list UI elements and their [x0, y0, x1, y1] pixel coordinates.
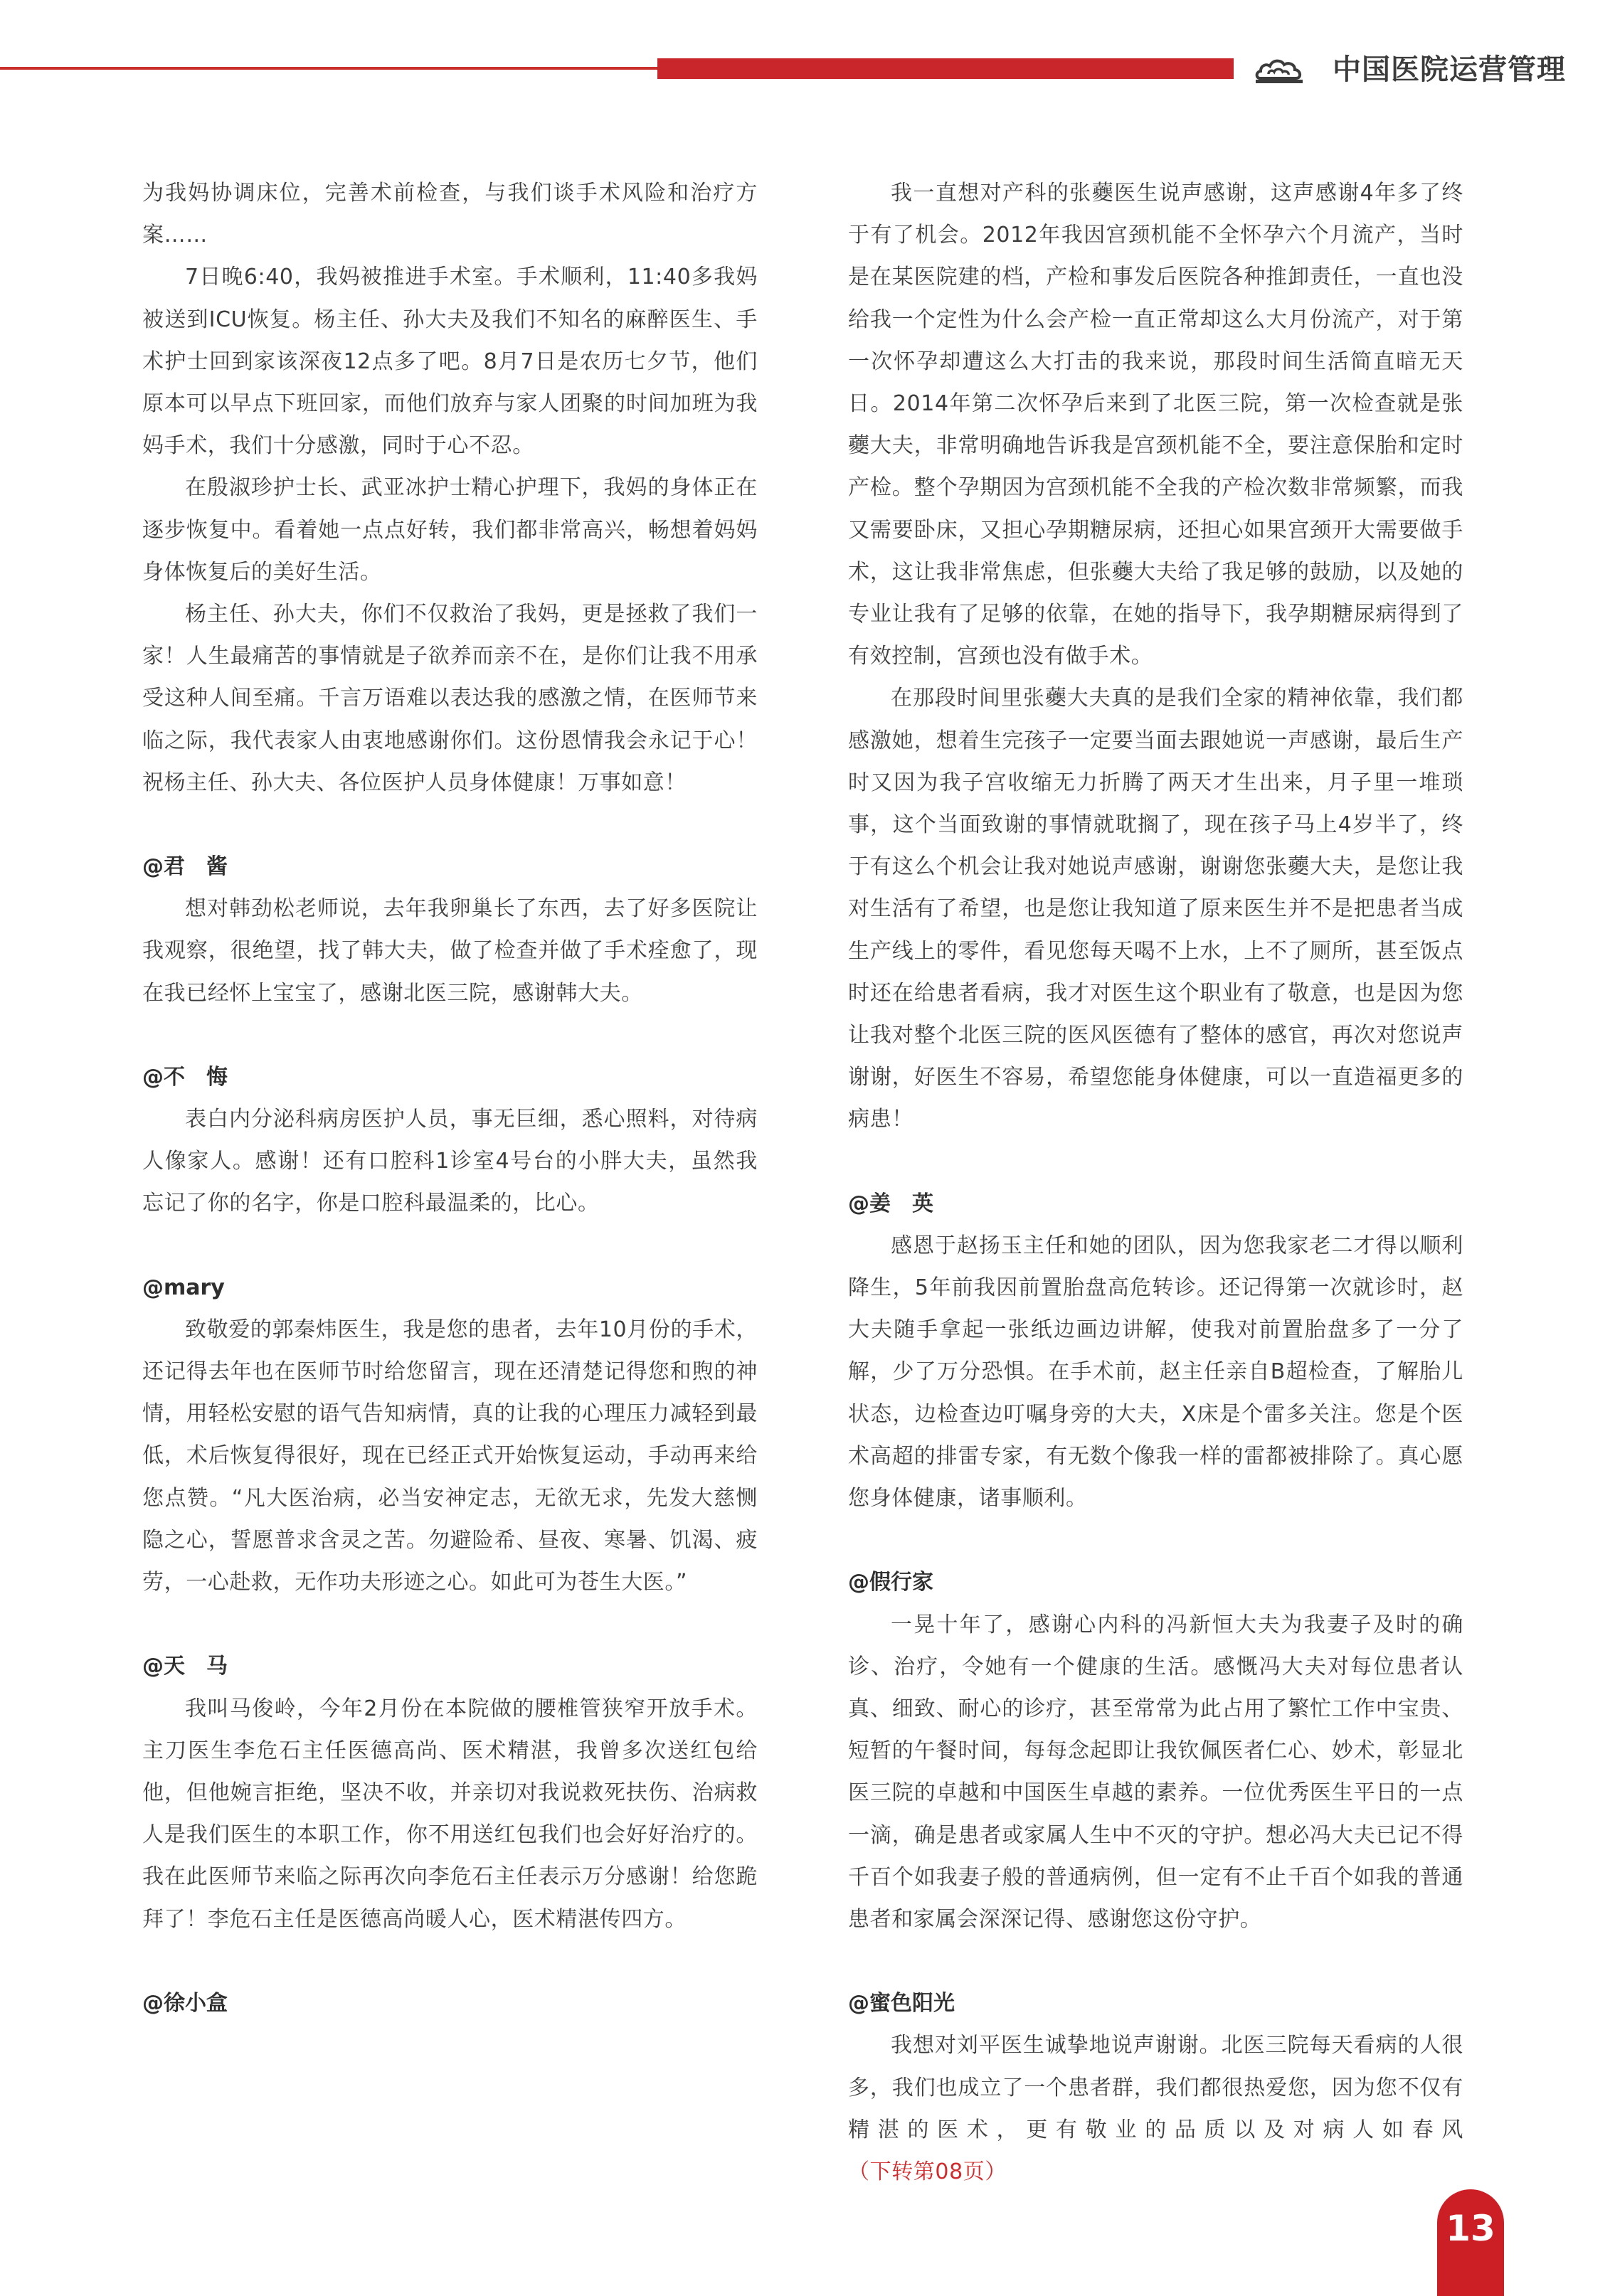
- paragraph: 为我妈协调床位，完善术前检查，与我们谈手术风险和治疗方案……: [142, 181, 758, 248]
- message-text: 感恩于赵扬玉主任和她的团队，因为您我家老二才得以顺利降生，5年前我因前置胎盘高危转诊。还记得第一次就诊时，赵大夫随手拿起一张纸边画边讲解，使我对前置胎盘多了一分了解，少了万分恐惧。在手术前，赵主任亲自B超检查，了解胎儿状态，边检查边叮嘱身旁的大夫，X床是个雷多关注。您是个医术高超的排雷专家，有无数个像我一样的雷都被排除了。真心愿您身体健康，诸事顺利。: [848, 1233, 1463, 1511]
- paragraph: 在殷淑珍护士长、武亚冰护士精心护理下，我妈的身体正在逐步恢复中。看着她一点点好转，我们都非常高兴，畅想着妈妈身体恢复后的美好生活。: [142, 475, 758, 585]
- left-column: [142, 172, 758, 2024]
- paragraph: 7日晚6:40，我妈被推进手术室。手术顺利，11:40多我妈被送到ICU恢复。杨主任、孙大夫及我们不知名的麻醉医生、手术护士回到家该深夜12点多了吧。8月7日是农历七夕节，他们原本可以早点下班回家，而他们放弃与家人团聚的时间加班为我妈手术，我们十分感激，同时于心不忍。: [142, 265, 758, 459]
- author-handle: @不 悔: [142, 1064, 228, 1090]
- message-text: [848, 2024, 1463, 2193]
- author-handle: @假行家: [848, 1570, 933, 1595]
- author-handle: @君 酱: [142, 854, 228, 880]
- author-handle: @蜜色阳光: [848, 1991, 955, 2016]
- paragraph: 在那段时间里张虁大夫真的是我们全家的精神依靠，我们都感激她，想着生完孩子一定要当面去跟她说一声感谢，最后生产时又因为我子宫收缩无力折腾了两天才生出来，月子里一堆琐事，这个当面致谢的事情就耽搁了，现在孩子马上4岁半了，终于有这么个机会让我对她说声感谢，谢谢您张虁大夫，是您让我对生活有了希望，也是您让我知道了原来医生并不是把患者当成生产线上的零件，看见您每天喝不上水，上不了厕所，甚至饭点时还在给患者看病，我才对医生这个职业有了敬意，也是因为您让我对整个北医三院的医风医德有了整体的感官，再次对您说声谢谢，好医生不容易，希望您能身体健康，可以一直造福更多的病患！: [848, 686, 1463, 1132]
- author-handle: @天 马: [142, 1654, 228, 1679]
- author-handle: @徐小盒: [142, 1990, 228, 2016]
- message-text: 一晃十年了，感谢心内科的冯新恒大夫为我妻子及时的确诊、治疗，令她有一个健康的生活。感慨冯大夫对每位患者认真、细致、耐心的诊疗，甚至常常为此占用了繁忙工作中宝贵、短暂的午餐时间，每每念起即让我钦佩医者仁心、妙术，彰显北医三院的卓越和中国医生卓越的素养。一位优秀医生平日的一点一滴，确是患者或家属人生中不灭的守护。想必冯大夫已记不得千百个如我妻子般的普通病例，但一定有不止千百个如我的普通患者和家属会深深记得、感谢您这份守护。: [848, 1612, 1463, 1932]
- message-body: 我想对刘平医生诚挚地说声谢谢。北医三院每天看病的人很多，我们也成立了一个患者群，我们都很热爱您，因为您不仅有精湛的医术，更有敬业的品质以及对病人如春风: [848, 2033, 1463, 2142]
- message-text: 想对韩劲松老师说，去年我卵巢长了东西，去了好多医院让我观察，很绝望，找了韩大夫，做了检查并做了手术痊愈了，现在我已经怀上宝宝了，感谢北医三院，感谢韩大夫。: [142, 896, 758, 1006]
- right-column: [848, 172, 1463, 2193]
- message-text: 我叫马俊岭，今年2月份在本院做的腰椎管狭窄开放手术。主刀医生李危石主任医德高尚、医术精湛，我曾多次送红包给他，但他婉言拒绝，坚决不收，并亲切对我说救死扶伤、治病救人是我们医生的本职工作，你不用送红包我们也会好好治疗的。我在此医师节来临之际再次向李危石主任表示万分感谢！给您跪拜了！李危石主任是医德高尚暖人心，医术精湛传四方。: [142, 1696, 758, 1932]
- author-handle: @姜 英: [848, 1191, 933, 1216]
- paragraph: 我一直想对产科的张虁医生说声感谢，这声感谢4年多了终于有了机会。2012年我因宫颈机能不全怀孕六个月流产，当时是在某医院建的档，产检和事发后医院各种推卸责任，一直也没给我一个定性为什么会产检一直正常却这么大月份流产，对于第一次怀孕却遭这么大打击的我来说，那段时间生活简直暗无天日。2014年第二次怀孕后来到了北医三院，第一次检查就是张虁大夫，非常明确地告诉我是宫颈机能不全，要注意保胎和定时产检。整个孕期因为宫颈机能不全我的产检次数非常频繁，而我又需要卧床，又担心孕期糖尿病，还担心如果宫颈开大需要做手术，这让我非常焦虑，但张虁大夫给了我足够的鼓励，以及她的专业让我有了足够的依靠，在她的指导下，我孕期糖尿病得到了有效控制，宫颈也没有做手术。: [848, 181, 1463, 669]
- header-thin-rule: [0, 67, 662, 70]
- message-text: 表白内分泌科病房医护人员，事无巨细，悉心照料，对待病人像家人。感谢！还有口腔科1诊室4号台的小胖大夫，虽然我忘记了你的名字，你是口腔科最温柔的，比心。: [142, 1107, 758, 1216]
- message-text: 致敬爱的郭秦炜医生，我是您的患者，去年10月份的手术，还记得去年也在医师节时给您留言，现在还清楚记得您和煦的神情，用轻松安慰的语气告知病情，真的让我的心理压力减轻到最低，术后恢复得很好，现在已经正式开始恢复运动，手动再来给您点赞。“凡大医治病，必当安神定志，无欲无求，先发大慈恻隐之心，誓愿普求含灵之苦。勿避险希、昼夜、寒暑、饥渴、疲劳，一心赴救，无作功夫形迹之心。如此可为苍生大医。”: [142, 1317, 758, 1595]
- page-number: 13: [1446, 2208, 1495, 2249]
- paragraph: 杨主任、孙大夫，你们不仅救治了我妈，更是拯救了我们一家！人生最痛苦的事情就是子欲养而亲不在，是你们让我不用承受这种人间至痛。千言万语难以表达我的感激之情，在医师节来临之际，我代表家人由衷地感谢你们。这份恩情我会永记于心！祝杨主任、孙大夫、各位医护人员身体健康！万事如意！: [142, 602, 758, 795]
- header-thick-bar: [657, 58, 1234, 79]
- continued-reference: （下转第08页）: [848, 2159, 1007, 2184]
- journal-title: 中国医院运营管理: [1333, 53, 1566, 86]
- author-handle: @mary: [142, 1275, 225, 1300]
- cloud-logo-icon: [1254, 53, 1304, 85]
